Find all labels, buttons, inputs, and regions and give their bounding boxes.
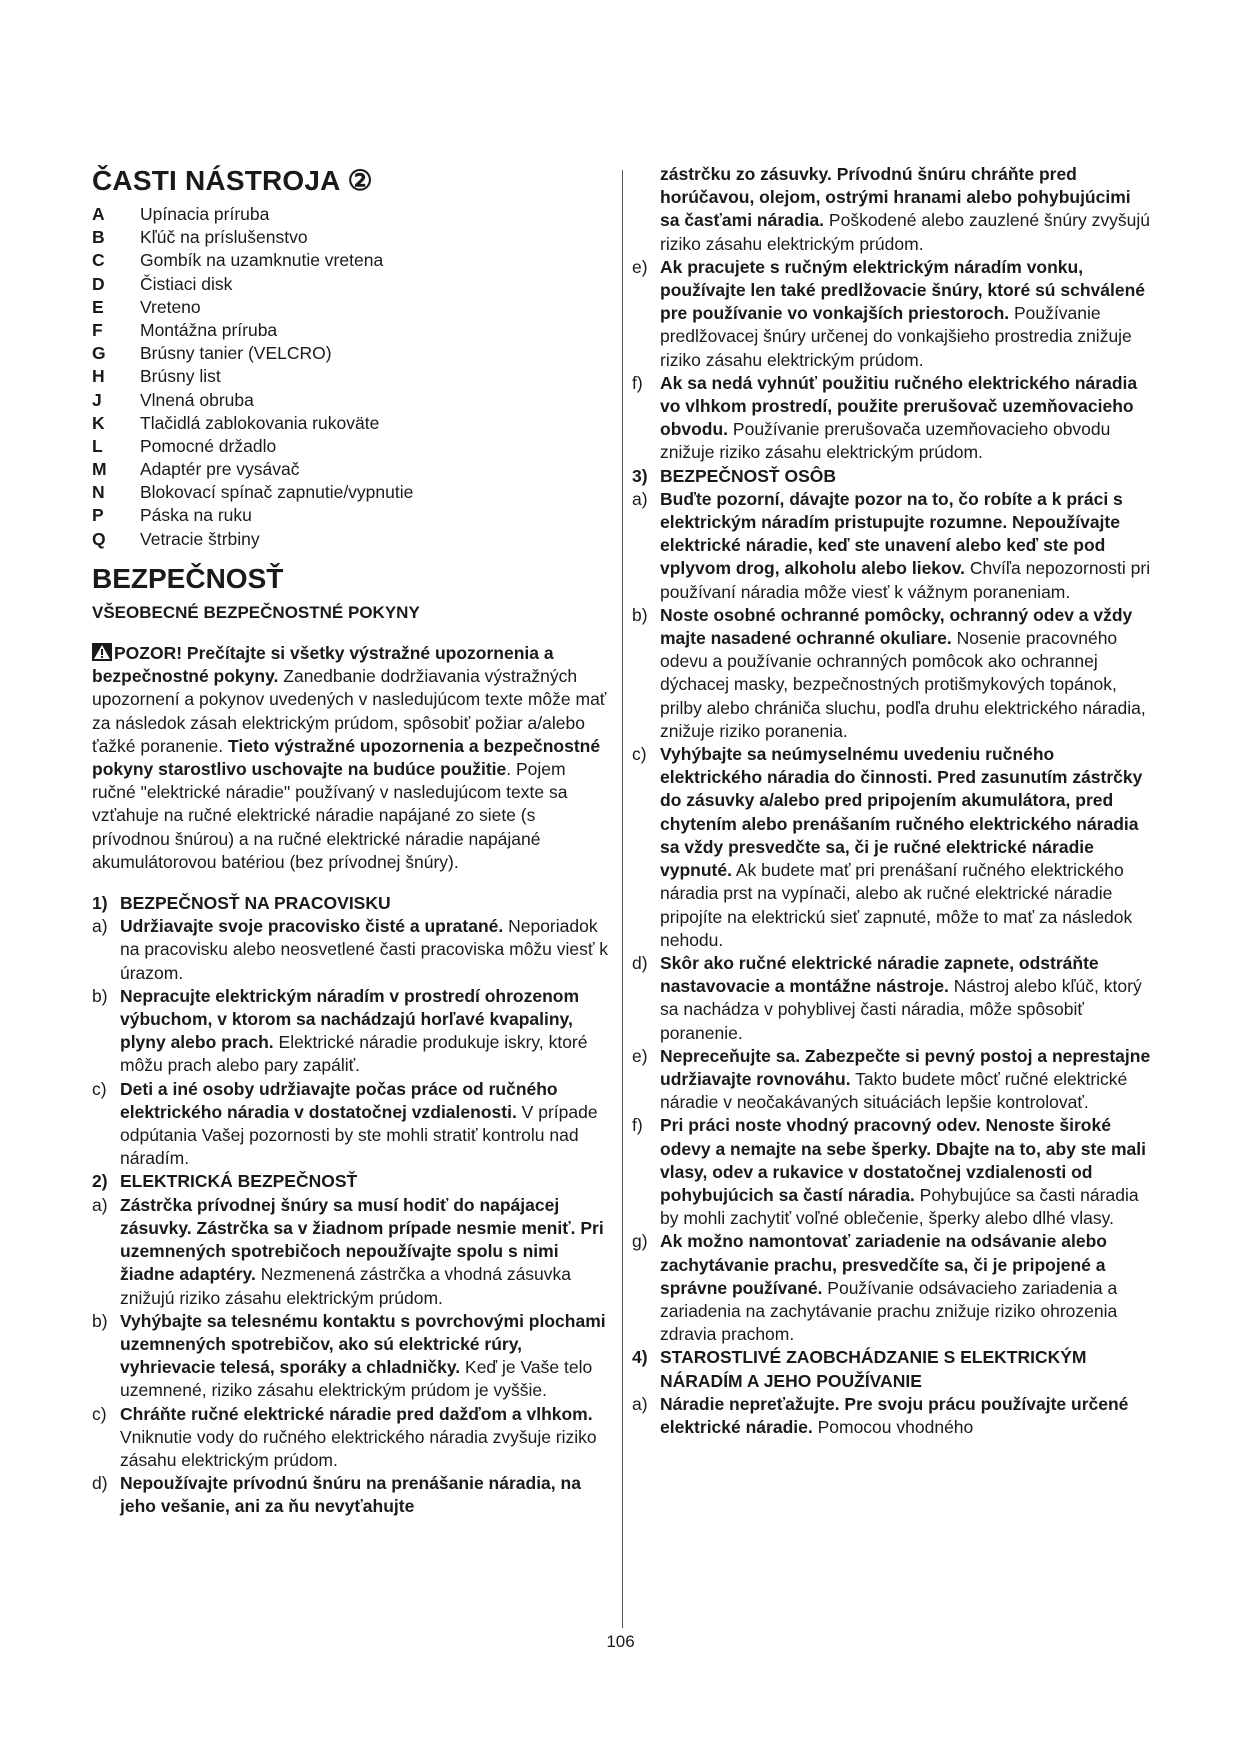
- parts-row: [92, 342, 612, 365]
- part-letter: G: [92, 343, 106, 364]
- keep-instructions-bold: Tieto výstražné upozornenia a bezpečnostné pokyny starostlivo uschovajte na budúce použitie: [92, 735, 601, 780]
- list-item: [92, 1310, 612, 1403]
- item-text: Vniknutie vody do ručného elektrického náradia zvyšuje riziko zásahu elektrickým prúdom.: [120, 1426, 597, 1470]
- parts-row: [92, 412, 612, 435]
- part-label: Blokovací spínač zapnutie/vypnutie: [140, 482, 414, 503]
- item-bold: Pri práci noste vhodný pracovný odev. Nenoste široké odevy a nemajte na sebe šperky. Dbajte na to, aby ste mali vlasy, odev a rukavice v dostatočnej vzdialenosti od pohybujúcich sa častí náradia.: [660, 1115, 1146, 1205]
- item-marker: b): [92, 985, 108, 1006]
- item-text: Pomocou vhodného: [812, 1416, 974, 1437]
- part-letter: P: [92, 505, 104, 526]
- part-label: Vlnená obruba: [140, 389, 254, 410]
- list-item: [632, 1045, 1154, 1115]
- parts-row: [92, 226, 612, 249]
- part-label: Brúsny list: [140, 366, 221, 387]
- item-bold: Skôr ako ručné elektrické náradie zapnete, odstráňte nastavovacie a montážne nástroje.: [660, 952, 1099, 997]
- warning-bold: POZOR! Prečítajte si všetky výstražné upozornenia a bezpečnostné pokyny.: [92, 643, 554, 687]
- parts-row: [92, 319, 612, 342]
- continued-text: Poškodené alebo zauzlené šnúry zvyšujú riziko zásahu elektrickým prúdom.: [660, 210, 1150, 254]
- parts-row: [92, 458, 612, 481]
- item-body: [120, 1194, 612, 1310]
- page-number: 106: [606, 1632, 635, 1651]
- list-item: [632, 604, 1154, 743]
- part-letter: H: [92, 366, 105, 387]
- part-letter: N: [92, 482, 105, 503]
- item-body: [120, 1310, 612, 1403]
- item-text: Používanie odsávacieho zariadenia a zariadenia na zachytávanie prachu znižuje riziko ohrozenia zdravia prachom.: [660, 1277, 1118, 1345]
- part-label: Montážna príruba: [140, 319, 278, 340]
- list-item: [632, 1114, 1154, 1230]
- part-letter: K: [92, 412, 105, 433]
- item-body: [120, 915, 612, 985]
- list-item-continued: [632, 163, 1154, 256]
- safety-title: BEZPEČNOSŤ: [92, 562, 284, 594]
- item-marker: a): [92, 1194, 108, 1215]
- list-item: [632, 256, 1154, 372]
- item-text: Nástroj alebo kľúč, ktorý sa nachádza v pohyblivej časti náradia, môže spôsobiť poranenie.: [660, 976, 1142, 1043]
- section-2-title: ELEKTRICKÁ BEZPEČNOSŤ: [120, 1171, 358, 1192]
- item-bold: Vyhýbajte sa telesnému kontaktu s povrchovými plochami uzemnených spotrebičov, ako sú elektrické rúry, vyhrievacie telesá, sporáky a chladničky.: [120, 1310, 606, 1378]
- list-item: [92, 1194, 612, 1310]
- right-column: [632, 163, 1154, 1439]
- part-letter: E: [92, 296, 104, 317]
- item-marker: c): [632, 744, 647, 765]
- item-body: [120, 1472, 612, 1518]
- item-text: V prípade odpútania Vašej pozornosti by ste mohli stratiť kontrolu nad náradím.: [120, 1101, 598, 1169]
- part-label: Vetracie štrbiny: [140, 528, 260, 549]
- list-item: [632, 952, 1154, 1045]
- item-body: [120, 985, 612, 1078]
- item-marker: c): [92, 1078, 107, 1099]
- item-body: [120, 1078, 612, 1171]
- list-item: [632, 743, 1154, 952]
- item-marker: d): [632, 952, 648, 973]
- item-marker: f): [632, 372, 643, 393]
- item-body: [660, 952, 1154, 1045]
- section-1-number: 1): [92, 893, 108, 914]
- list-item: [92, 915, 612, 985]
- part-label: Kľúč na príslušenstvo: [140, 227, 308, 248]
- item-marker: b): [92, 1310, 108, 1331]
- item-text: Neporiadok na pracovisku alebo neosvetlené časti pracoviska môžu viesť k úrazom.: [120, 916, 609, 983]
- item-marker: e): [632, 1045, 648, 1066]
- part-letter: L: [92, 435, 103, 456]
- item-bold: Ak pracujete s ručným elektrickým náradím vonku, používajte len také predlžovacie šnúry, ktoré sú schválené pre používanie vo vonkajších priestoroch.: [660, 256, 1146, 324]
- parts-title: ČASTI NÁSTROJA ②: [92, 165, 373, 196]
- continued-bold: zástrčku zo zásuvky. Prívodnú šnúru chráňte pred horúčavou, olejom, ostrými hranami alebo pohybujúcimi sa časťami náradia.: [660, 164, 1131, 231]
- section-1-title: BEZPEČNOSŤ NA PRACOVISKU: [120, 893, 391, 914]
- item-marker: c): [92, 1403, 107, 1424]
- part-label: Adaptér pre vysávač: [140, 459, 300, 480]
- item-bold: Nepreceňujte sa. Zabezpečte si pevný postoj a neprestajne udržiavajte rovnováhu.: [660, 1045, 1151, 1089]
- item-body: [660, 1045, 1154, 1115]
- list-item: [92, 1078, 612, 1171]
- list-item: [632, 488, 1154, 604]
- warning-paragraph: [92, 642, 612, 874]
- item-bold: Udržiavajte svoje pracovisko čisté a upratané.: [120, 916, 504, 937]
- warning-icon: [92, 643, 112, 661]
- item-bold: Buďte pozorní, dávajte pozor na to, čo robíte a k práci s elektrickým náradím pristupujte rozumne. Nepoužívajte elektrické náradie, keď ste unavení alebo keď ste pod vplyvom drog, alkoholu alebo liekov.: [660, 488, 1123, 579]
- parts-row: [92, 365, 612, 388]
- part-letter: C: [92, 250, 105, 271]
- item-body: [660, 1114, 1154, 1230]
- item-bold: Náradie nepreťažujte. Pre svoju prácu používajte určené elektrické náradie.: [660, 1393, 1129, 1437]
- parts-list: [92, 203, 612, 551]
- parts-row: [92, 389, 612, 412]
- section-3-number: 3): [632, 465, 648, 486]
- section-3-heading: [632, 465, 1154, 488]
- part-letter: J: [92, 389, 102, 410]
- section-2-heading: [92, 1170, 612, 1193]
- section-1-items: [92, 915, 612, 1170]
- item-bold: Nepoužívajte prívodnú šnúru na prenášanie náradia, na jeho vešanie, ani za ňu nevyťahujte: [120, 1473, 581, 1517]
- item-body: [660, 256, 1154, 372]
- section-4-items: [632, 1393, 1154, 1439]
- item-marker: g): [632, 1231, 648, 1252]
- item-text: Používanie predlžovacej šnúry určenej do vonkajšieho prostredia znižuje riziko zásahu elektrickým prúdom.: [660, 303, 1132, 370]
- part-label: Čistiaci disk: [140, 273, 233, 294]
- parts-row: [92, 435, 612, 458]
- list-item: [632, 1393, 1154, 1439]
- section-2-number: 2): [92, 1171, 108, 1192]
- item-text: Takto budete môcť ručné elektrické náradie v neočakávaných situáciách lepšie kontrolovať.: [660, 1068, 1128, 1113]
- column-divider: [622, 170, 623, 1628]
- part-label: Brúsny tanier (VELCRO): [140, 343, 332, 364]
- parts-row: [92, 504, 612, 527]
- general-safety-subtitle: VŠEOBECNÉ BEZPEČNOSTNÉ POKYNY: [92, 602, 420, 622]
- parts-row: [92, 203, 612, 226]
- part-letter: Q: [92, 528, 106, 549]
- item-body: [660, 743, 1154, 952]
- item-marker: e): [632, 256, 648, 277]
- part-label: Gombík na uzamknutie vretena: [140, 250, 384, 271]
- part-label: Tlačidlá zablokovania rukoväte: [140, 412, 380, 433]
- item-text: Ak budete mať pri prenášaní ručného elektrického náradia prst na vypínači, alebo ak ručné elektrické náradie pripojíte na elektrickú sieť zapnuté, môže to mať za následok nehodu.: [660, 860, 1133, 950]
- item-bold: Noste osobné ochranné pomôcky, ochranný odev a vždy majte nasadené ochranné okuliare.: [660, 604, 1133, 649]
- item-bold: Zástrčka prívodnej šnúry sa musí hodiť do napájacej zásuvky. Zástrčka sa v žiadnom prípade nesmie meniť. Pri uzemnených spotrebičoch nepoužívajte spolu s nimi žiadne adaptéry.: [120, 1194, 604, 1285]
- item-body: [660, 372, 1154, 465]
- list-item: [92, 1403, 612, 1473]
- part-label: Upínacia príruba: [140, 204, 270, 224]
- parts-row: [92, 296, 612, 319]
- item-bold: Chráňte ručné elektrické náradie pred dažďom a vlhkom.: [120, 1403, 593, 1424]
- term-definition: Pojem ručné "elektrické náradie" používaný v nasledujúcom texte sa vzťahuje na ručné elektrické náradie napájané zo siete (s prívodnou šnúrou) a na ručné elektrické náradie napájané akumulátorovou batériou (bez prívodnej šnúry).: [92, 759, 568, 872]
- part-letter: M: [92, 459, 107, 480]
- item-marker: a): [632, 1393, 648, 1414]
- item-text: Pohybujúce sa časti náradia by mohli zachytiť voľné oblečenie, šperky alebo dlhé vlasy.: [660, 1184, 1139, 1229]
- item-body: [660, 1393, 1154, 1439]
- item-body: [120, 1403, 612, 1473]
- section-3-items: [632, 488, 1154, 1347]
- section-2-items-right: [632, 256, 1154, 465]
- parts-row: [92, 528, 612, 551]
- section-3-title: BEZPEČNOSŤ OSÔB: [660, 465, 836, 486]
- item-bold: Ak možno namontovať zariadenie na odsávanie alebo zachytávanie prachu, presvedčíte sa, či je pripojené a správne používané.: [660, 1231, 1107, 1298]
- section-1-heading: [92, 892, 612, 915]
- item-text: Nezmenená zástrčka a vhodná zásuvka znižujú riziko zásahu elektrickým prúdom.: [120, 1264, 572, 1308]
- section-4-heading: [632, 1346, 1154, 1392]
- parts-row: [92, 249, 612, 272]
- part-letter: B: [92, 227, 105, 248]
- part-label: Pomocné držadlo: [140, 435, 277, 456]
- item-text: Keď je Vaše telo uzemnené, riziko zásahu elektrickým prúdom je vyššie.: [120, 1357, 593, 1401]
- item-bold: Vyhýbajte sa neúmyselnému uvedeniu ručného elektrického náradia do činnosti. Pred zasunutím zástrčky do zásuvky a/alebo pred pripojením akumulátora, pred chytením alebo prenášaním ručného elektrického náradia sa vždy presvedčte sa, či je ručné elektrické náradie vypnuté.: [660, 744, 1143, 881]
- item-text: Nosenie pracovného odevu a používanie ochranných pomôcok ako ochrannej dýchacej masky, bezpečnostných protišmykových topánok, prilby alebo chrániča sluchu, podľa druhu elektrického náradia, znižuje riziko poranenia.: [660, 628, 1146, 741]
- list-item: [632, 372, 1154, 465]
- list-item: [92, 985, 612, 1078]
- parts-row: [92, 481, 612, 504]
- item-marker: a): [92, 916, 108, 937]
- item-marker: b): [632, 604, 648, 625]
- warning-text: Zanedbanie dodržiavania výstražných upozornení a pokynov uvedených v nasledujúcom texte môže mať za následok zásah elektrickým prúdom, spôsobiť požiar a/alebo ťažké poranenie.: [92, 666, 607, 756]
- part-label: Vreteno: [140, 296, 201, 317]
- item-body: [660, 1230, 1154, 1346]
- left-column: [92, 163, 612, 1519]
- keep-instructions-end: .: [506, 759, 512, 780]
- section-2-items-left: [92, 1194, 612, 1519]
- item-marker: a): [632, 488, 648, 509]
- item-bold: Ak sa nedá vyhnúť použitiu ručného elektrického náradia vo vlhkom prostredí, použite prerušovač uzemňovacieho obvodu.: [660, 372, 1138, 440]
- item-text: Chvíľa nepozornosti pri používaní náradia môže viesť k vážnym poraneniam.: [660, 558, 1151, 602]
- part-label: Páska na ruku: [140, 505, 252, 526]
- section-4-number: 4): [632, 1347, 648, 1368]
- item-bold: Deti a iné osoby udržiavajte počas práce od ručného elektrického náradia v dostatočnej vzdialenosti.: [120, 1078, 558, 1122]
- section-4-title: STAROSTLIVÉ ZAOBCHÁDZANIE S ELEKTRICKÝM NÁRADÍM A JEHO POUŽÍVANIE: [660, 1347, 1087, 1391]
- item-body: [660, 604, 1154, 743]
- parts-row: [92, 273, 612, 296]
- part-letter: A: [92, 204, 105, 224]
- part-letter: D: [92, 273, 105, 294]
- item-text: Elektrické náradie produkuje iskry, ktoré môžu prach alebo pary zapáliť.: [120, 1032, 588, 1076]
- list-item: [632, 1230, 1154, 1346]
- item-marker: d): [92, 1473, 108, 1494]
- part-letter: F: [92, 319, 103, 340]
- item-marker: f): [632, 1115, 643, 1136]
- item-bold: Nepracujte elektrickým náradím v prostredí ohrozenom výbuchom, v ktorom sa nachádzajú horľavé kvapaliny, plyny alebo prach.: [120, 985, 580, 1053]
- item-text: Používanie prerušovača uzemňovacieho obvodu znižuje riziko zásahu elektrickým prúdom.: [660, 419, 1111, 463]
- list-item: [92, 1472, 612, 1518]
- item-body: [660, 488, 1154, 604]
